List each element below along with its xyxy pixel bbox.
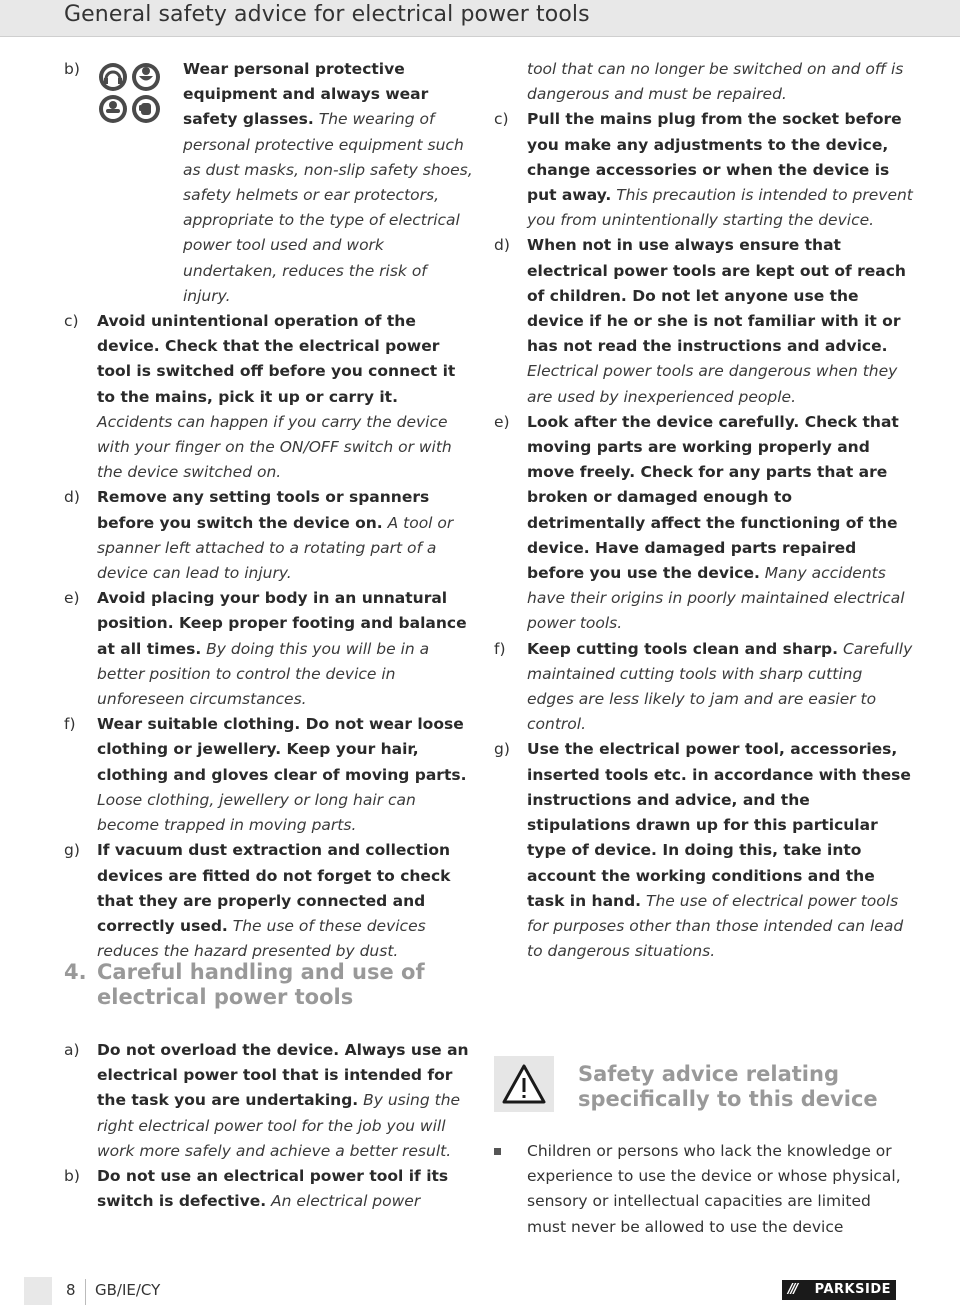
- list-item-b: [64, 57, 474, 309]
- item-label: b): [64, 60, 80, 78]
- item-bold: When not in use always ensure that electrical power tools are kept out of reach of children. Do not let anyone use the device if he or she is not familiar with it or has not read the instructions and advice.: [527, 236, 906, 356]
- item-label: g): [64, 841, 80, 860]
- item-bold: Avoid unintentional operation of the device. Check that the electrical power tool is switched off before you connect it to the mains, pick it up or carry it.: [97, 312, 456, 406]
- ppe-icons: [98, 62, 162, 124]
- item-label: d): [64, 488, 80, 507]
- left-column: [64, 57, 474, 964]
- dust-mask-icon: [132, 63, 160, 91]
- device-safety-list: [494, 1139, 914, 1240]
- item-text: A tool or spanner left attached to a rotating part of a device can lead to injury.: [97, 513, 454, 583]
- bullet-text: Children or persons who lack the knowledge or experience to use the device or whose physical, sensory or intellectual capacities are limited must never be allowed to use the device: [527, 1142, 901, 1236]
- item-bold: Wear suitable clothing. Do not wear loose clothing or jewellery. Keep your hair, clothing and gloves clear of moving parts.: [97, 715, 467, 784]
- warning-triangle-icon: [494, 1056, 554, 1112]
- list-item-c-right: [494, 107, 914, 233]
- warning-icon-box: [494, 1056, 554, 1112]
- section-number: 4.: [64, 960, 87, 984]
- item-bold: Use the electrical power tool, accessories, inserted tools etc. in accordance with these instructions and advice, and the stipulations drawn up for this particular type of device. In doing this, take into account the working conditions and the task in hand.: [527, 740, 911, 910]
- device-safety-heading: Safety advice relating specifically to this device: [578, 1062, 878, 1111]
- item-text: By using the right electrical power tool for the job you will work more safely and achieve a better result.: [97, 1091, 461, 1160]
- right-column: [494, 57, 914, 964]
- item-text: The wearing of personal protective equipment such as dust masks, non-slip safety shoes, safety helmets or ear protectors, appropriate to the type of electrical power tool used and work undertaken, reduces the risk of injury.: [183, 110, 473, 305]
- item-text: The use of these devices reduces the hazard presented by dust.: [97, 916, 426, 961]
- item-text: Accidents can happen if you carry the device with your finger on the ON/OFF switch or with the device switched on.: [97, 412, 452, 482]
- ear-protection-icon: [99, 63, 127, 91]
- list-item-g-right: [494, 737, 914, 964]
- list-item-d-right: [494, 233, 914, 409]
- section-title: Careful handling and use of electrical power tools: [97, 960, 425, 1009]
- continuation-text: tool that can no longer be switched on and off is dangerous and must be repaired.: [527, 60, 904, 104]
- gloves-icon: [132, 95, 160, 123]
- page-number: 8: [66, 1281, 76, 1299]
- footer-divider: [85, 1279, 86, 1305]
- item-text: The use of electrical power tools for purposes other than those intended can lead to dangerous situations.: [527, 891, 904, 961]
- item-text: Carefully maintained cutting tools with sharp cutting edges are less likely to jam and are easier to control.: [527, 639, 913, 734]
- page-title: General safety advice for electrical power tools: [64, 2, 590, 27]
- item-label: g): [494, 740, 510, 759]
- item-text: This precaution is intended to prevent you from unintentionally starting the device.: [527, 186, 913, 230]
- item-bold: Remove any setting tools or spanners before you switch the device on.: [97, 488, 430, 532]
- item-text: Loose clothing, jewellery or long hair can become trapped in moving parts.: [97, 790, 416, 835]
- item-label: b): [64, 1167, 80, 1186]
- footer-marker: [24, 1277, 52, 1305]
- item-text: Electrical power tools are dangerous when they are used by inexperienced people.: [527, 362, 898, 406]
- item-label: a): [64, 1041, 80, 1059]
- list-item-e-right: [494, 410, 914, 637]
- list-item-c: [64, 309, 474, 485]
- list-item-f: [64, 712, 474, 838]
- page-header: [0, 0, 960, 37]
- item-bold: Do not overload the device. Always use an electrical power tool that is intended for the task you are undertaking.: [97, 1041, 469, 1110]
- item-label: f): [64, 715, 76, 734]
- item-bold: Wear personal protective equipment and always wear safety glasses.: [183, 60, 429, 129]
- list-item-b2: [64, 1164, 474, 1214]
- safety-glasses-icon: [99, 95, 127, 123]
- item-label: e): [494, 412, 510, 431]
- country-code: GB/IE/CY: [95, 1281, 161, 1299]
- item-bold: If vacuum dust extraction and collection devices are fitted do not forget to check that they are properly connected and correctly used.: [97, 841, 451, 935]
- bullet-square-icon: [494, 1148, 501, 1155]
- item-text: Many accidents have their origins in poorly maintained electrical power tools.: [527, 564, 905, 633]
- brand-logo: [782, 1280, 896, 1300]
- item-text: An electrical power: [266, 1192, 421, 1211]
- brand-name: PARKSIDE: [814, 1282, 891, 1297]
- item-bold: Do not use an electrical power tool if its switch is defective.: [97, 1167, 449, 1211]
- item-label: f): [494, 639, 506, 658]
- item-label: d): [494, 236, 510, 255]
- item-bold: Avoid placing your body in an unnatural position. Keep proper footing and balance at all times.: [97, 589, 467, 658]
- item-bold: Look after the device carefully. Check that moving parts are working properly and move freely. Check for any parts that are broken or damaged enough to detrimentally affect the functioning of the device. Have damaged parts repaired before you use the device.: [527, 412, 899, 583]
- section4-items: [64, 1038, 474, 1214]
- bullet-item: [494, 1139, 914, 1240]
- list-item-a: [64, 1038, 474, 1164]
- continued-text: [494, 57, 914, 107]
- list-item-g: [64, 838, 474, 964]
- list-item-e: [64, 586, 474, 712]
- item-label: c): [494, 110, 509, 129]
- list-item-f-right: [494, 637, 914, 738]
- item-bold: Pull the mains plug from the socket before you make any adjustments to the device, change accessories or when the device is put away.: [527, 110, 902, 205]
- brand-slashes: ///: [788, 1282, 797, 1297]
- ppe-icon-group: [98, 62, 162, 124]
- item-label: c): [64, 312, 79, 331]
- section-heading: [64, 960, 464, 1010]
- item-bold: Keep cutting tools clean and sharp.: [527, 639, 839, 658]
- item-text: By doing this you will be in a better position to control the device in unforeseen circumstances.: [97, 639, 430, 709]
- item-label: e): [64, 589, 80, 608]
- list-item-d: [64, 485, 474, 586]
